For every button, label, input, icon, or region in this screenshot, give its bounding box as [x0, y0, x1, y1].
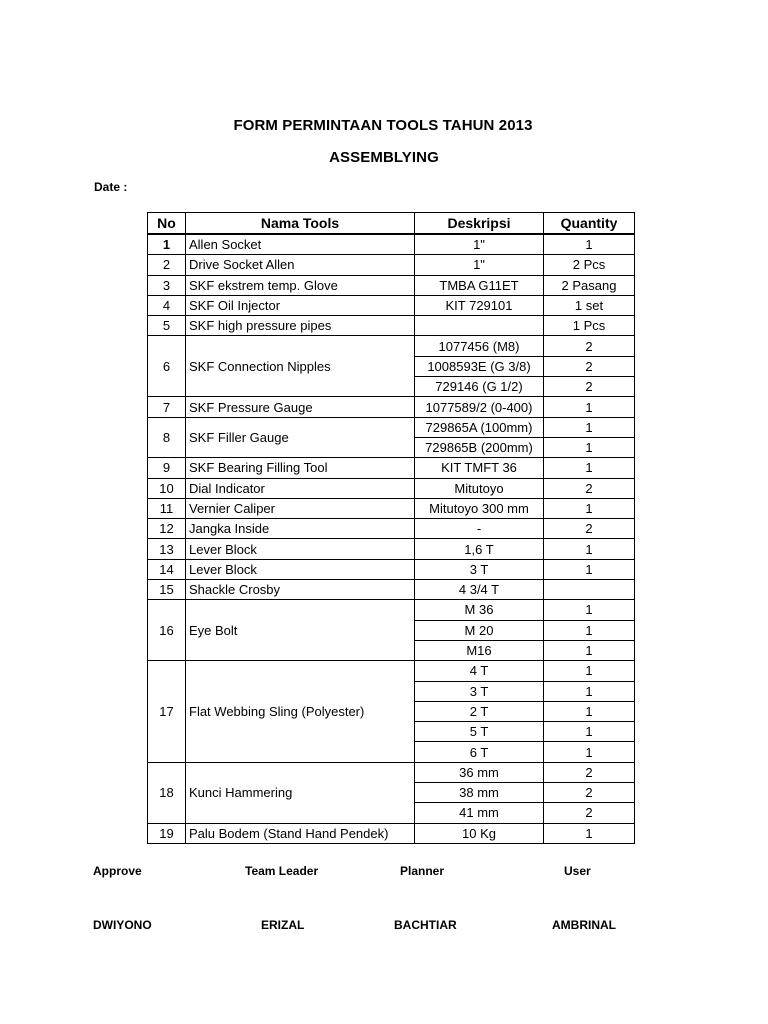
cell-no: 5: [148, 316, 186, 336]
table-row: [148, 234, 635, 255]
cell-quantity: 2: [544, 762, 635, 782]
cell-quantity: 1: [544, 600, 635, 620]
cell-quantity: 1: [544, 722, 635, 742]
cell-deskripsi: 41 mm: [415, 803, 544, 823]
table-row: [148, 458, 635, 478]
cell-quantity: 1: [544, 234, 635, 255]
cell-nama-tools: Shackle Crosby: [186, 580, 415, 600]
cell-nama-tools: Eye Bolt: [186, 600, 415, 661]
table-row: [148, 580, 635, 600]
cell-deskripsi: KIT TMFT 36: [415, 458, 544, 478]
cell-nama-tools: SKF Oil Injector: [186, 295, 415, 315]
cell-deskripsi: 36 mm: [415, 762, 544, 782]
cell-quantity: 2: [544, 356, 635, 376]
cell-deskripsi: 2 T: [415, 701, 544, 721]
cell-nama-tools: Allen Socket: [186, 234, 415, 255]
cell-nama-tools: Palu Bodem (Stand Hand Pendek): [186, 823, 415, 843]
cell-nama-tools: Lever Block: [186, 559, 415, 579]
cell-deskripsi: 729865B (200mm): [415, 437, 544, 457]
cell-no: 17: [148, 661, 186, 762]
cell-quantity: 2: [544, 803, 635, 823]
tools-table-body: [148, 234, 635, 843]
cell-deskripsi: M16: [415, 640, 544, 660]
table-row: [148, 336, 635, 356]
cell-nama-tools: Lever Block: [186, 539, 415, 559]
cell-quantity: 1: [544, 559, 635, 579]
cell-quantity: 1: [544, 823, 635, 843]
cell-quantity: 2: [544, 783, 635, 803]
cell-no: 15: [148, 580, 186, 600]
cell-quantity: 2: [544, 377, 635, 397]
cell-deskripsi: Mitutoyo 300 mm: [415, 498, 544, 518]
cell-quantity: 1: [544, 661, 635, 681]
role-planner: Planner: [400, 864, 445, 878]
cell-nama-tools: SKF Connection Nipples: [186, 336, 415, 397]
date-label: Date :: [94, 180, 128, 194]
cell-no: 18: [148, 762, 186, 823]
cell-nama-tools: Jangka Inside: [186, 519, 415, 539]
cell-quantity: [544, 580, 635, 600]
cell-deskripsi: 1": [415, 255, 544, 275]
cell-quantity: 1: [544, 701, 635, 721]
table-row: [148, 823, 635, 843]
table-row: [148, 498, 635, 518]
column-header-no: No: [148, 213, 186, 235]
cell-no: 9: [148, 458, 186, 478]
table-row: [148, 275, 635, 295]
role-team-leader: Team Leader: [245, 864, 319, 878]
cell-no: 7: [148, 397, 186, 417]
cell-deskripsi: 10 Kg: [415, 823, 544, 843]
cell-nama-tools: Drive Socket Allen: [186, 255, 415, 275]
cell-quantity: 1: [544, 417, 635, 437]
cell-quantity: 1: [544, 539, 635, 559]
cell-no: 2: [148, 255, 186, 275]
cell-nama-tools: SKF Filler Gauge: [186, 417, 415, 458]
table-row: [148, 397, 635, 417]
cell-quantity: 2 Pcs: [544, 255, 635, 275]
cell-deskripsi: 6 T: [415, 742, 544, 762]
cell-no: 14: [148, 559, 186, 579]
cell-no: 3: [148, 275, 186, 295]
cell-deskripsi: 1,6 T: [415, 539, 544, 559]
signer-team-leader-name: ERIZAL: [261, 918, 305, 932]
table-row: [148, 539, 635, 559]
cell-deskripsi: Mitutoyo: [415, 478, 544, 498]
cell-no: 1: [148, 234, 186, 255]
cell-no: 11: [148, 498, 186, 518]
cell-deskripsi: KIT 729101: [415, 295, 544, 315]
table-header-row: [148, 213, 635, 235]
cell-quantity: 1: [544, 742, 635, 762]
cell-nama-tools: Kunci Hammering: [186, 762, 415, 823]
cell-quantity: 1: [544, 458, 635, 478]
column-header-nama-tools: Nama Tools: [186, 213, 415, 235]
table-row: [148, 255, 635, 275]
cell-no: 10: [148, 478, 186, 498]
cell-quantity: 2 Pasang: [544, 275, 635, 295]
cell-quantity: 1: [544, 397, 635, 417]
cell-deskripsi: 1077456 (M8): [415, 336, 544, 356]
cell-quantity: 2: [544, 519, 635, 539]
cell-deskripsi: M 20: [415, 620, 544, 640]
cell-nama-tools: Vernier Caliper: [186, 498, 415, 518]
column-header-quantity: Quantity: [544, 213, 635, 235]
signer-user-name: AMBRINAL: [552, 918, 616, 932]
cell-quantity: 1: [544, 681, 635, 701]
cell-deskripsi: 3 T: [415, 681, 544, 701]
table-row: [148, 661, 635, 681]
table-row: [148, 316, 635, 336]
cell-deskripsi: 5 T: [415, 722, 544, 742]
cell-no: 13: [148, 539, 186, 559]
cell-quantity: 1: [544, 498, 635, 518]
cell-no: 4: [148, 295, 186, 315]
cell-quantity: 1: [544, 640, 635, 660]
cell-no: 8: [148, 417, 186, 458]
cell-no: 12: [148, 519, 186, 539]
cell-nama-tools: SKF high pressure pipes: [186, 316, 415, 336]
cell-deskripsi: 729146 (G 1/2): [415, 377, 544, 397]
cell-quantity: 1: [544, 437, 635, 457]
cell-deskripsi: TMBA G11ET: [415, 275, 544, 295]
cell-quantity: 2: [544, 336, 635, 356]
table-row: [148, 417, 635, 437]
tools-table: [147, 212, 635, 844]
cell-deskripsi: 729865A (100mm): [415, 417, 544, 437]
cell-quantity: 1: [544, 620, 635, 640]
table-row: [148, 519, 635, 539]
cell-quantity: 1 set: [544, 295, 635, 315]
cell-deskripsi: M 36: [415, 600, 544, 620]
cell-deskripsi: 1": [415, 234, 544, 255]
table-row: [148, 295, 635, 315]
cell-deskripsi: -: [415, 519, 544, 539]
table-row: [148, 762, 635, 782]
table-row: [148, 600, 635, 620]
cell-deskripsi: 3 T: [415, 559, 544, 579]
cell-no: 19: [148, 823, 186, 843]
signer-planner-name: BACHTIAR: [394, 918, 457, 932]
cell-deskripsi: [415, 316, 544, 336]
cell-nama-tools: Dial Indicator: [186, 478, 415, 498]
cell-deskripsi: 1077589/2 (0-400): [415, 397, 544, 417]
cell-nama-tools: Flat Webbing Sling (Polyester): [186, 661, 415, 762]
role-approve: Approve: [93, 864, 142, 878]
cell-deskripsi: 38 mm: [415, 783, 544, 803]
cell-nama-tools: SKF ekstrem temp. Glove: [186, 275, 415, 295]
cell-nama-tools: SKF Bearing Filling Tool: [186, 458, 415, 478]
form-subtitle: ASSEMBLYING: [329, 149, 439, 166]
cell-deskripsi: 4 T: [415, 661, 544, 681]
cell-no: 16: [148, 600, 186, 661]
table-row: [148, 478, 635, 498]
cell-no: 6: [148, 336, 186, 397]
cell-deskripsi: 1008593E (G 3/8): [415, 356, 544, 376]
signer-approve-name: DWIYONO: [93, 918, 152, 932]
cell-nama-tools: SKF Pressure Gauge: [186, 397, 415, 417]
form-title: FORM PERMINTAAN TOOLS TAHUN 2013: [233, 117, 533, 134]
cell-quantity: 1 Pcs: [544, 316, 635, 336]
table-row: [148, 559, 635, 579]
role-user: User: [564, 864, 591, 878]
column-header-deskripsi: Deskripsi: [415, 213, 544, 235]
cell-quantity: 2: [544, 478, 635, 498]
cell-deskripsi: 4 3/4 T: [415, 580, 544, 600]
